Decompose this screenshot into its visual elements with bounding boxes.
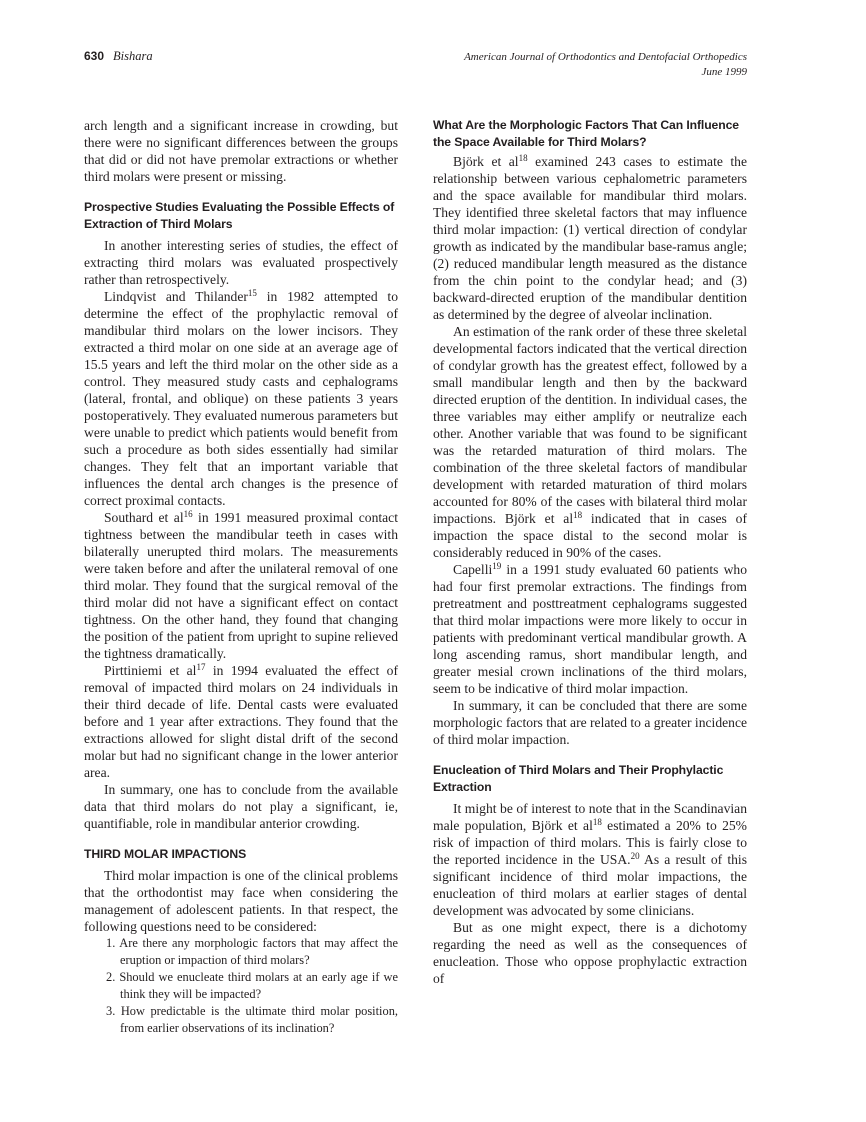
paragraph: In summary, it can be concluded that there are some morphologic factors that are related to a greater incidence of third molar impaction.	[433, 698, 748, 747]
reference-superscript: 20	[630, 851, 640, 861]
list-item: 2. Should we enucleate third molars at an early age if we think they will be impacted?	[106, 970, 398, 1001]
section-heading: Enucleation of Third Molars and Their Prophylactic Extraction	[433, 763, 724, 794]
reference-superscript: 17	[196, 662, 206, 672]
paragraph: Lindqvist and Thilander$^{15}$ in 1982 attempted to determine the effect of the prophylactic removal of mandibular third molars on the lower incisors. They extracted a third molar on one side at an average age of 15.5 years and left the third molar on the other side as a control. They measured study casts and cephalograms (lateral, frontal, and oblique) on these patients 3 years postoperatively. They evaluated numerous parameters but were unable to predict which patients would benefit from such a procedure as both sides essentially had similar changes. They felt that an important variable that influences the dental arch changes is the presence of correct proximal contacts.	[84, 288, 399, 508]
section-heading: Prospective Studies Evaluating the Possible Effects of Extraction of Third Molars	[84, 200, 395, 231]
right-column	[433, 117, 747, 987]
reference-superscript: 18	[592, 817, 602, 827]
page-number: 630	[84, 49, 105, 63]
paragraph: Southard et $al^{16}$ in 1991 measured proximal contact tightness between the mandibular teeth in cases with bilaterally unerupted third molars. The measurements were taken before and after the unilateral removal of one third molar. They found that the surgical removal of the third molar did not have a significant effect on contact tightness. On the other hand, they found that changing the position of the patient from upright to supine relieved the tightness dramatically.	[84, 509, 398, 661]
issue-date: June 1999	[701, 66, 747, 78]
paragraph: An estimation of the rank order of these three skeletal developmental factors indicated that the vertical direction of condylar growth has the greatest effect, followed by a small mandibular length and then by the backward directed eruption of the dentition. In individual cases, the three variables may either amplify or neutralize each other. Another variable that was found to be significant was the retarded maturation of third molars. The combination of the three skeletal factors of mandibular development with retarded maturation of third molars accounted for 80% of the cases with bilateral third molar impactions. Björk et $al^{18}$ indicated that in cases of impaction the space distal to the second molar is considerably reduced in 90% of the cases.	[433, 324, 747, 560]
paragraph: It might be of interest to note that in the Scandinavian male population, Björk et $al^{18}$ estimated a 20% to 25% risk of impaction of third molars. This is fairly close to the reported incidence in the USA.$^{20}$ As a result of this significant incidence of third molar impactions, the enucleation of third molars at earlier stages of dental development was advocated by some clinicians.	[433, 801, 747, 918]
running-header	[84, 49, 747, 83]
question-list	[84, 935, 398, 1037]
left-column	[84, 117, 398, 1037]
paragraph: arch length and a significant increase in crowding, but there were no significant differences between the groups that did or did not have premolar extractions or whether third molars were present or missing.	[84, 118, 398, 184]
reference-superscript: 19	[492, 561, 502, 571]
reference-superscript: 15	[247, 288, 257, 298]
journal-info	[464, 50, 747, 80]
paragraph: Capelli$^{19}$ in a 1991 study evaluated 60 patients who had four first premolar extractions. The findings from pretreatment and posttreatment cephalograms suggested that third molar impactions were more likely to occur in patients with predominant vertical mandibular growth. A long ascending ramus, short mandibular length, and greater mesial crown inclinations of the third molars, seem to be indicative of third molar impaction.	[433, 561, 747, 696]
section-heading: THIRD MOLAR IMPACTIONS	[84, 847, 247, 861]
reference-superscript: 16	[183, 509, 193, 519]
list-item: 1. Are there any morphologic factors that may affect the eruption or impaction of third molars?	[106, 936, 398, 967]
paragraph: In another interesting series of studies, the effect of extracting third molars was evaluated prospectively rather than retrospectively.	[84, 238, 398, 287]
reference-superscript: 18	[518, 153, 528, 163]
paragraph: In summary, one has to conclude from the available data that third molars do not play a significant, ie, quantifiable, role in mandibular anterior crowding.	[84, 782, 398, 831]
paragraph: Third molar impaction is one of the clinical problems that the orthodontist may face when considering the management of adolescent patients. In that respect, the following questions need to be considered:	[84, 868, 398, 934]
reference-superscript: 18	[573, 510, 583, 520]
list-item: 3. How predictable is the ultimate third molar position, from earlier observations of its inclination?	[106, 1004, 398, 1035]
paragraph: But as one might expect, there is a dichotomy regarding the need as well as the consequences of enucleation. Those who oppose prophylactic extraction of	[433, 920, 747, 986]
paragraph: Pirttiniemi et $al^{17}$ in 1994 evaluated the effect of removal of impacted third molars on 24 individuals in their third decade of life. Dental casts were evaluated before and 1 year after extractions. They found that the extractions allowed for slight distal drift of the second molar but had no significant change in the lower anterior area.	[84, 662, 398, 780]
section-heading: What Are the Morphologic Factors That Can Influence the Space Available for Third Molars?	[433, 118, 739, 149]
journal-title: American Journal of Orthodontics and Dentofacial Orthopedics	[464, 51, 747, 63]
paragraph: Björk et $al^{18}$ examined 243 cases to estimate the relationship between various cephalometric parameters and the space available for mandibular third molars. They identified three skeletal factors that may influence third molar impaction: (1) vertical direction of condylar growth as indicated by the mandibular base-ramus angle; (2) reduced mandibular length measured as the distance from the chin point to the condylar head; and (3) backward-directed eruption of the mandibular dentition as determined by the degree of alveolar inclination.	[433, 153, 747, 322]
running-author: Bishara	[113, 49, 153, 63]
